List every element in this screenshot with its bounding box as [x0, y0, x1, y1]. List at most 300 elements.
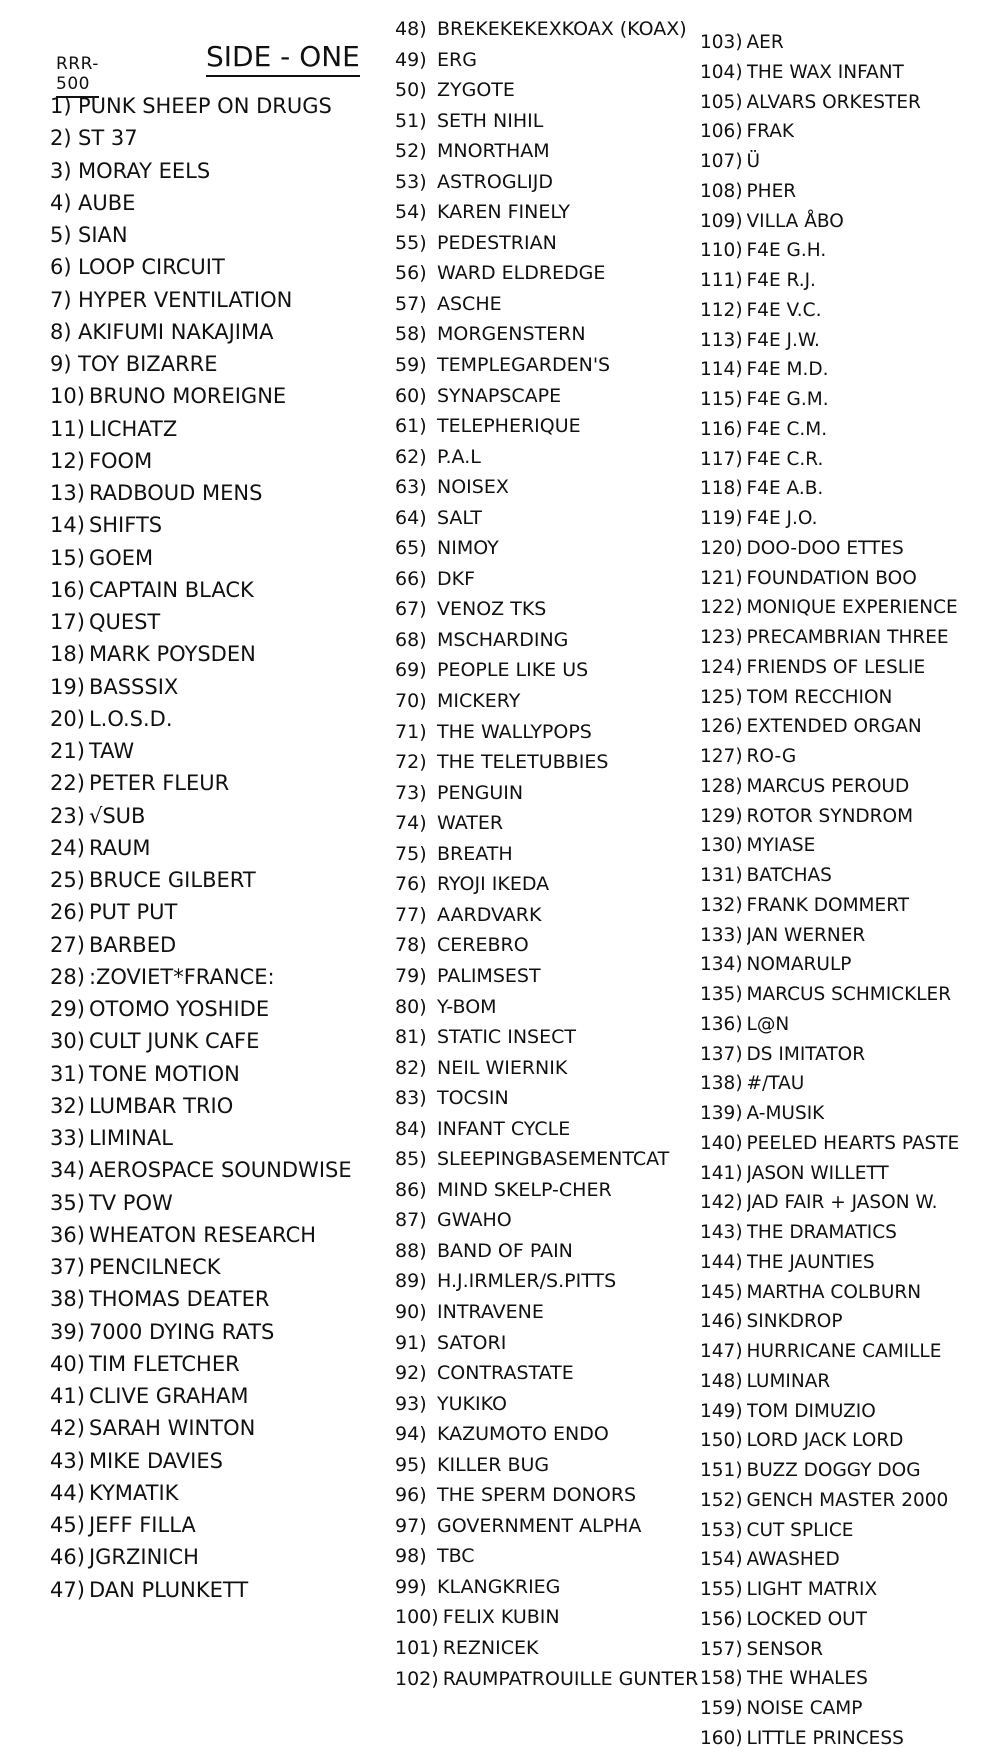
- artist-name: PEOPLE LIKE US: [437, 659, 589, 682]
- list-item: [395, 1236, 698, 1267]
- track-number: 138 ): [700, 1069, 747, 1099]
- track-number: 81 ): [395, 1022, 437, 1053]
- artist-name: BAND OF PAIN: [437, 1239, 573, 1262]
- track-number: 23 ): [50, 800, 89, 832]
- artist-name: VENOZ TKS: [437, 598, 547, 621]
- list-item: [395, 1083, 698, 1114]
- list-item: [395, 655, 698, 686]
- list-item: [395, 1389, 698, 1420]
- list-item: [395, 808, 698, 839]
- artist-name: F4E R.J.: [746, 270, 816, 291]
- artist-name: AUBE: [78, 190, 136, 215]
- track-number: 92 ): [395, 1358, 437, 1389]
- artist-name: REZNICEK: [442, 1636, 539, 1659]
- artist-name: F4E A.B.: [746, 478, 824, 500]
- list-item: [50, 606, 352, 638]
- artist-name: STATIC INSECT: [437, 1026, 576, 1049]
- track-number: 153 ): [700, 1516, 747, 1546]
- artist-name: KILLER BUG: [437, 1453, 550, 1476]
- list-item: [700, 88, 959, 118]
- track-number: 135 ): [700, 980, 747, 1010]
- artist-name: MORGENSTERN: [437, 323, 586, 346]
- list-item: [395, 1175, 698, 1206]
- track-number: 121 ): [700, 564, 747, 594]
- track-number: 7 ): [50, 284, 78, 316]
- list-item: [700, 980, 959, 1010]
- track-number: 33 ): [50, 1122, 89, 1154]
- artist-name: NOISEX: [437, 476, 509, 499]
- artist-name: TONE MOTION: [88, 1061, 240, 1086]
- track-number: 156 ): [700, 1605, 747, 1635]
- artist-name: VILLA ÅBO: [746, 210, 844, 232]
- list-item: [395, 75, 698, 106]
- track-number: 25 ): [50, 864, 89, 896]
- track-number: 99 ): [395, 1572, 437, 1603]
- list-item: [50, 929, 352, 961]
- artist-name: JAN WERNER: [746, 924, 866, 946]
- list-item: [700, 415, 959, 445]
- artist-name: RAUM: [88, 835, 151, 860]
- track-number: 139 ): [700, 1099, 747, 1129]
- artist-name: PHER: [746, 180, 797, 202]
- artist-name: ZYGOTE: [437, 79, 515, 102]
- track-number: 32 ): [50, 1090, 89, 1122]
- artist-name: SATORI: [437, 1331, 507, 1354]
- list-item: [700, 1605, 959, 1635]
- list-item: [50, 509, 352, 541]
- track-number: 5 ): [50, 219, 78, 251]
- artist-name: THE SPERM DONORS: [437, 1484, 637, 1507]
- list-item: [50, 574, 352, 606]
- track-number: 102 ): [395, 1664, 443, 1695]
- artist-name: SARAH WINTON: [88, 1416, 256, 1441]
- artist-name: SENSOR: [746, 1638, 823, 1660]
- track-number: 77 ): [395, 900, 437, 931]
- list-item: [700, 1397, 959, 1427]
- list-item: [50, 800, 352, 832]
- track-number: 95 ): [395, 1450, 437, 1481]
- artist-name: EXTENDED ORGAN: [746, 716, 922, 738]
- list-item: [50, 1380, 352, 1412]
- track-number: 1 ): [50, 90, 78, 122]
- list-item: [50, 1122, 352, 1154]
- artist-name: ROTOR SYNDROM: [746, 805, 914, 827]
- track-column-1: [50, 90, 352, 1606]
- artist-name: BATCHAS: [746, 865, 832, 886]
- track-number: 62 ): [395, 442, 437, 473]
- artist-name: Ü: [746, 151, 761, 172]
- track-number: 57 ): [395, 289, 437, 320]
- list-item: [395, 686, 698, 717]
- track-number: 61 ): [395, 411, 437, 442]
- artist-name: THE WALLYPOPS: [437, 720, 592, 743]
- list-item: [50, 735, 352, 767]
- list-item: [700, 1724, 959, 1754]
- list-item: [50, 316, 352, 348]
- list-item: [700, 534, 959, 564]
- artist-name: FRANK DOMMERT: [746, 894, 910, 916]
- track-number: 15 ): [50, 542, 89, 574]
- artist-name: LORD JACK LORD: [746, 1430, 904, 1452]
- artist-name: INTRAVENE: [437, 1300, 544, 1323]
- list-item: [50, 864, 352, 896]
- track-number: 4 ): [50, 187, 78, 219]
- track-number: 9 ): [50, 348, 78, 380]
- artist-name: MARCUS SCHMICKLER: [746, 984, 952, 1005]
- artist-name: LIMINAL: [88, 1126, 173, 1150]
- list-item: [50, 219, 352, 251]
- list-item: [395, 778, 698, 809]
- artist-name: BRUNO MOREIGNE: [88, 384, 287, 409]
- track-number: 118 ): [700, 474, 747, 504]
- list-item: [700, 1159, 959, 1189]
- track-number: 112 ): [700, 296, 747, 326]
- artist-name: PRECAMBRIAN THREE: [746, 627, 949, 648]
- list-item: [700, 772, 959, 802]
- list-item: [700, 1426, 959, 1456]
- track-number: 6 ): [50, 251, 78, 283]
- artist-name: BASSSIX: [88, 674, 179, 699]
- list-item: [395, 533, 698, 564]
- artist-name: F4E M.D.: [746, 359, 829, 381]
- track-number: 154 ): [700, 1545, 747, 1575]
- artist-name: CONTRASTATE: [437, 1362, 574, 1385]
- artist-name: CAPTAIN BLACK: [88, 577, 254, 602]
- track-number: 128 ): [700, 772, 747, 802]
- list-item: [50, 1283, 352, 1315]
- artist-name: AKIFUMI NAKAJIMA: [78, 319, 274, 344]
- list-item: [700, 1486, 959, 1516]
- list-item: [395, 350, 698, 381]
- track-number: 109 ): [700, 207, 747, 237]
- list-item: [395, 228, 698, 259]
- artist-name: BRUCE GILBERT: [88, 868, 256, 892]
- artist-name: √SUB: [88, 803, 146, 828]
- artist-name: ERG: [437, 48, 477, 71]
- list-item: [700, 445, 959, 475]
- track-number: 101 ): [395, 1633, 443, 1664]
- artist-name: PENGUIN: [437, 781, 524, 804]
- list-item: [50, 1574, 352, 1606]
- list-item: [700, 891, 959, 921]
- artist-name: PALIMSEST: [437, 964, 541, 987]
- artist-name: SLEEPINGBASEMENTCAT: [437, 1148, 670, 1171]
- track-number: 155 ): [700, 1575, 747, 1605]
- list-item: [700, 802, 959, 832]
- track-number: 18 ): [50, 638, 89, 670]
- artist-name: F4E J.O.: [746, 508, 818, 529]
- list-item: [700, 385, 959, 415]
- track-number: 58 ): [395, 319, 437, 350]
- track-number: 114 ): [700, 355, 747, 385]
- artist-name: :ZOVIET*FRANCE:: [88, 964, 275, 989]
- catalog-number: RRR-500: [56, 54, 99, 98]
- list-item: [700, 623, 959, 653]
- track-number: 110 ): [700, 236, 747, 266]
- artist-name: BREKEKEKEXKOAX (KOAX): [437, 18, 687, 40]
- artist-name: ST 37: [78, 126, 138, 151]
- list-item: [700, 28, 959, 58]
- list-item: [700, 117, 959, 147]
- artist-name: PUT PUT: [88, 900, 178, 925]
- artist-name: WATER: [437, 812, 504, 835]
- artist-name: THE TELETUBBIES: [437, 751, 609, 774]
- track-number: 159 ): [700, 1694, 747, 1724]
- artist-name: KYMATIK: [88, 1480, 179, 1505]
- track-number: 89 ): [395, 1266, 437, 1297]
- list-item: [700, 1099, 959, 1129]
- list-item: [700, 921, 959, 951]
- artist-name: AARDVARK: [437, 903, 542, 926]
- track-number: 31 ): [50, 1058, 89, 1090]
- artist-name: AER: [746, 32, 784, 53]
- list-item: [50, 1025, 352, 1057]
- list-item: [395, 717, 698, 748]
- list-item: [700, 742, 959, 772]
- artist-name: PEDESTRIAN: [437, 231, 557, 254]
- track-number: 158 ): [700, 1664, 747, 1694]
- track-number: 147 ): [700, 1337, 747, 1367]
- artist-name: SIAN: [78, 223, 128, 247]
- artist-name: LIGHT MATRIX: [746, 1579, 878, 1600]
- track-number: 48 ): [395, 14, 437, 45]
- track-number: 46 ): [50, 1541, 89, 1573]
- artist-name: #/TAU: [746, 1073, 805, 1095]
- track-number: 113 ): [700, 326, 747, 356]
- list-item: [395, 1480, 698, 1511]
- list-item: [395, 136, 698, 167]
- artist-name: F4E C.M.: [746, 418, 828, 440]
- list-item: [395, 1602, 698, 1633]
- list-item: [395, 1053, 698, 1084]
- track-number: 38 ): [50, 1283, 89, 1315]
- artist-name: FOUNDATION BOO: [746, 567, 917, 589]
- artist-name: DAN PLUNKETT: [88, 1577, 249, 1602]
- artist-name: HYPER VENTILATION: [78, 287, 293, 312]
- list-item: [700, 1307, 959, 1337]
- track-number: 108 ): [700, 177, 747, 207]
- artist-name: RADBOUD MENS: [88, 481, 263, 505]
- artist-name: TOY BIZARRE: [78, 352, 218, 376]
- track-number: 107 ): [700, 147, 747, 177]
- list-item: [700, 266, 959, 296]
- track-number: 30 ): [50, 1025, 89, 1057]
- track-number: 13 ): [50, 477, 89, 509]
- track-number: 63 ): [395, 472, 437, 503]
- list-item: [700, 147, 959, 177]
- artist-name: SETH NIHIL: [437, 109, 544, 132]
- track-number: 125 ): [700, 683, 747, 713]
- list-item: [395, 992, 698, 1023]
- list-item: [50, 413, 352, 445]
- list-item: [50, 477, 352, 509]
- track-number: 111 ): [700, 266, 747, 296]
- list-item: [50, 1251, 352, 1283]
- list-item: [700, 653, 959, 683]
- track-column-2: [395, 14, 698, 1694]
- artist-name: JEFF FILLA: [88, 1513, 196, 1537]
- list-item: [700, 1248, 959, 1278]
- artist-name: 7000 DYING RATS: [88, 1319, 275, 1344]
- artist-name: MORAY EELS: [78, 158, 211, 183]
- list-item: [50, 445, 352, 477]
- artist-name: TOCSIN: [437, 1087, 509, 1110]
- artist-name: GOEM: [88, 545, 154, 570]
- artist-name: AEROSPACE SOUNDWISE: [88, 1158, 352, 1183]
- track-number: 142 ): [700, 1188, 747, 1218]
- track-number: 151 ): [700, 1456, 747, 1486]
- side-title: SIDE - ONE: [206, 40, 360, 77]
- track-number: 64 ): [395, 503, 437, 534]
- list-item: [50, 380, 352, 412]
- artist-name: FOOM: [88, 448, 153, 473]
- artist-name: MONIQUE EXPERIENCE: [746, 597, 958, 619]
- list-item: [50, 961, 352, 993]
- artist-name: PETER FLEUR: [88, 771, 230, 796]
- artist-name: GOVERNMENT ALPHA: [437, 1514, 642, 1537]
- track-number: 26 ): [50, 896, 89, 928]
- track-number: 80 ): [395, 992, 437, 1023]
- list-item: [395, 197, 698, 228]
- artist-name: THE JAUNTIES: [746, 1251, 875, 1273]
- artist-name: P.A.L: [437, 445, 481, 468]
- track-number: 120 ): [700, 534, 747, 564]
- artist-name: BARBED: [88, 932, 177, 957]
- list-item: [700, 207, 959, 237]
- artist-name: THE DRAMATICS: [746, 1222, 897, 1243]
- list-item: [700, 1664, 959, 1694]
- artist-name: DKF: [437, 567, 476, 590]
- list-item: [700, 236, 959, 266]
- track-number: 104 ): [700, 58, 747, 88]
- artist-name: PEELED HEARTS PASTE: [746, 1132, 960, 1154]
- list-item: [395, 167, 698, 198]
- artist-name: MARK POYSDEN: [88, 642, 256, 667]
- track-number: 132 ): [700, 891, 747, 921]
- artist-name: L.O.S.D.: [88, 706, 173, 731]
- artist-name: F4E J.W.: [746, 329, 820, 351]
- track-number: 103 ): [700, 28, 747, 58]
- artist-name: THE WHALES: [746, 1668, 868, 1690]
- list-item: [700, 58, 959, 88]
- artist-name: THOMAS DEATER: [88, 1287, 270, 1312]
- artist-name: RO-G: [746, 746, 797, 767]
- track-number: 144 ): [700, 1248, 747, 1278]
- list-item: [395, 503, 698, 534]
- track-number: 69 ): [395, 655, 437, 686]
- artist-name: WARD ELDREDGE: [437, 262, 606, 285]
- track-number: 47 ): [50, 1574, 89, 1606]
- track-number: 37 ): [50, 1251, 89, 1283]
- artist-name: ASCHE: [437, 292, 502, 315]
- list-item: [700, 1456, 959, 1486]
- track-number: 36 ): [50, 1219, 89, 1251]
- list-item: [700, 1545, 959, 1575]
- artist-name: LICHATZ: [88, 416, 178, 441]
- track-number: 8 ): [50, 316, 78, 348]
- list-item: [700, 1278, 959, 1308]
- track-number: 17 ): [50, 606, 89, 638]
- track-number: 44 ): [50, 1477, 89, 1509]
- list-item: [50, 348, 352, 380]
- list-item: [395, 1114, 698, 1145]
- artist-name: THE WAX INFANT: [746, 61, 904, 83]
- track-number: 19 ): [50, 671, 89, 703]
- list-item: [395, 472, 698, 503]
- artist-name: TIM FLETCHER: [88, 1351, 240, 1376]
- track-number: 88 ): [395, 1236, 437, 1267]
- list-item: [700, 504, 959, 534]
- list-item: [50, 1090, 352, 1122]
- artist-name: JGRZINICH: [88, 1545, 199, 1570]
- artist-name: BUZZ DOGGY DOG: [746, 1460, 921, 1481]
- track-number: 123 ): [700, 623, 747, 653]
- track-number: 78 ): [395, 930, 437, 961]
- artist-name: NEIL WIERNIK: [437, 1056, 568, 1079]
- track-number: 65 ): [395, 533, 437, 564]
- artist-name: SINKDROP: [746, 1311, 843, 1333]
- artist-name: WHEATON RESEARCH: [88, 1222, 317, 1247]
- track-number: 93 ): [395, 1389, 437, 1420]
- artist-name: LITTLE PRINCESS: [746, 1727, 904, 1749]
- list-item: [700, 1010, 959, 1040]
- artist-name: MYIASE: [746, 835, 816, 857]
- list-item: [395, 564, 698, 595]
- artist-name: KAREN FINELY: [437, 201, 570, 224]
- list-item: [50, 1219, 352, 1251]
- track-number: 90 ): [395, 1297, 437, 1328]
- track-number: 28 ): [50, 961, 89, 993]
- list-item: [50, 251, 352, 283]
- artist-name: CLIVE GRAHAM: [88, 1384, 249, 1408]
- artist-name: MARTHA COLBURN: [746, 1281, 922, 1303]
- list-item: [395, 14, 698, 45]
- track-number: 74 ): [395, 808, 437, 839]
- list-item: [395, 625, 698, 656]
- artist-name: PUNK SHEEP ON DRUGS: [78, 94, 332, 118]
- list-item: [700, 1367, 959, 1397]
- track-number: 52 ): [395, 136, 437, 167]
- track-number: 66 ): [395, 564, 437, 595]
- track-number: 79 ): [395, 961, 437, 992]
- artist-name: OTOMO YOSHIDE: [88, 997, 270, 1021]
- list-item: [395, 1144, 698, 1175]
- track-number: 145 ): [700, 1278, 747, 1308]
- track-number: 70 ): [395, 686, 437, 717]
- artist-name: MARCUS PEROUD: [746, 775, 910, 797]
- list-item: [395, 442, 698, 473]
- artist-name: HURRICANE CAMILLE: [746, 1341, 942, 1362]
- track-number: 141 ): [700, 1159, 747, 1189]
- artist-name: MICKERY: [437, 690, 521, 713]
- list-item: [700, 355, 959, 385]
- artist-name: BREATH: [437, 842, 513, 865]
- artist-name: NOISE CAMP: [746, 1698, 863, 1719]
- artist-name: JAD FAIR + JASON W.: [746, 1192, 938, 1214]
- artist-name: LOOP CIRCUIT: [78, 255, 225, 280]
- list-item: [700, 1575, 959, 1605]
- list-item: [700, 1040, 959, 1070]
- list-item: [50, 993, 352, 1025]
- list-item: [700, 1516, 959, 1546]
- list-item: [700, 712, 959, 742]
- track-number: 82 ): [395, 1053, 437, 1084]
- artist-name: LUMINAR: [746, 1370, 831, 1392]
- artist-name: QUEST: [88, 610, 161, 634]
- list-item: [395, 106, 698, 137]
- track-number: 129 ): [700, 802, 747, 832]
- list-item: [395, 1419, 698, 1450]
